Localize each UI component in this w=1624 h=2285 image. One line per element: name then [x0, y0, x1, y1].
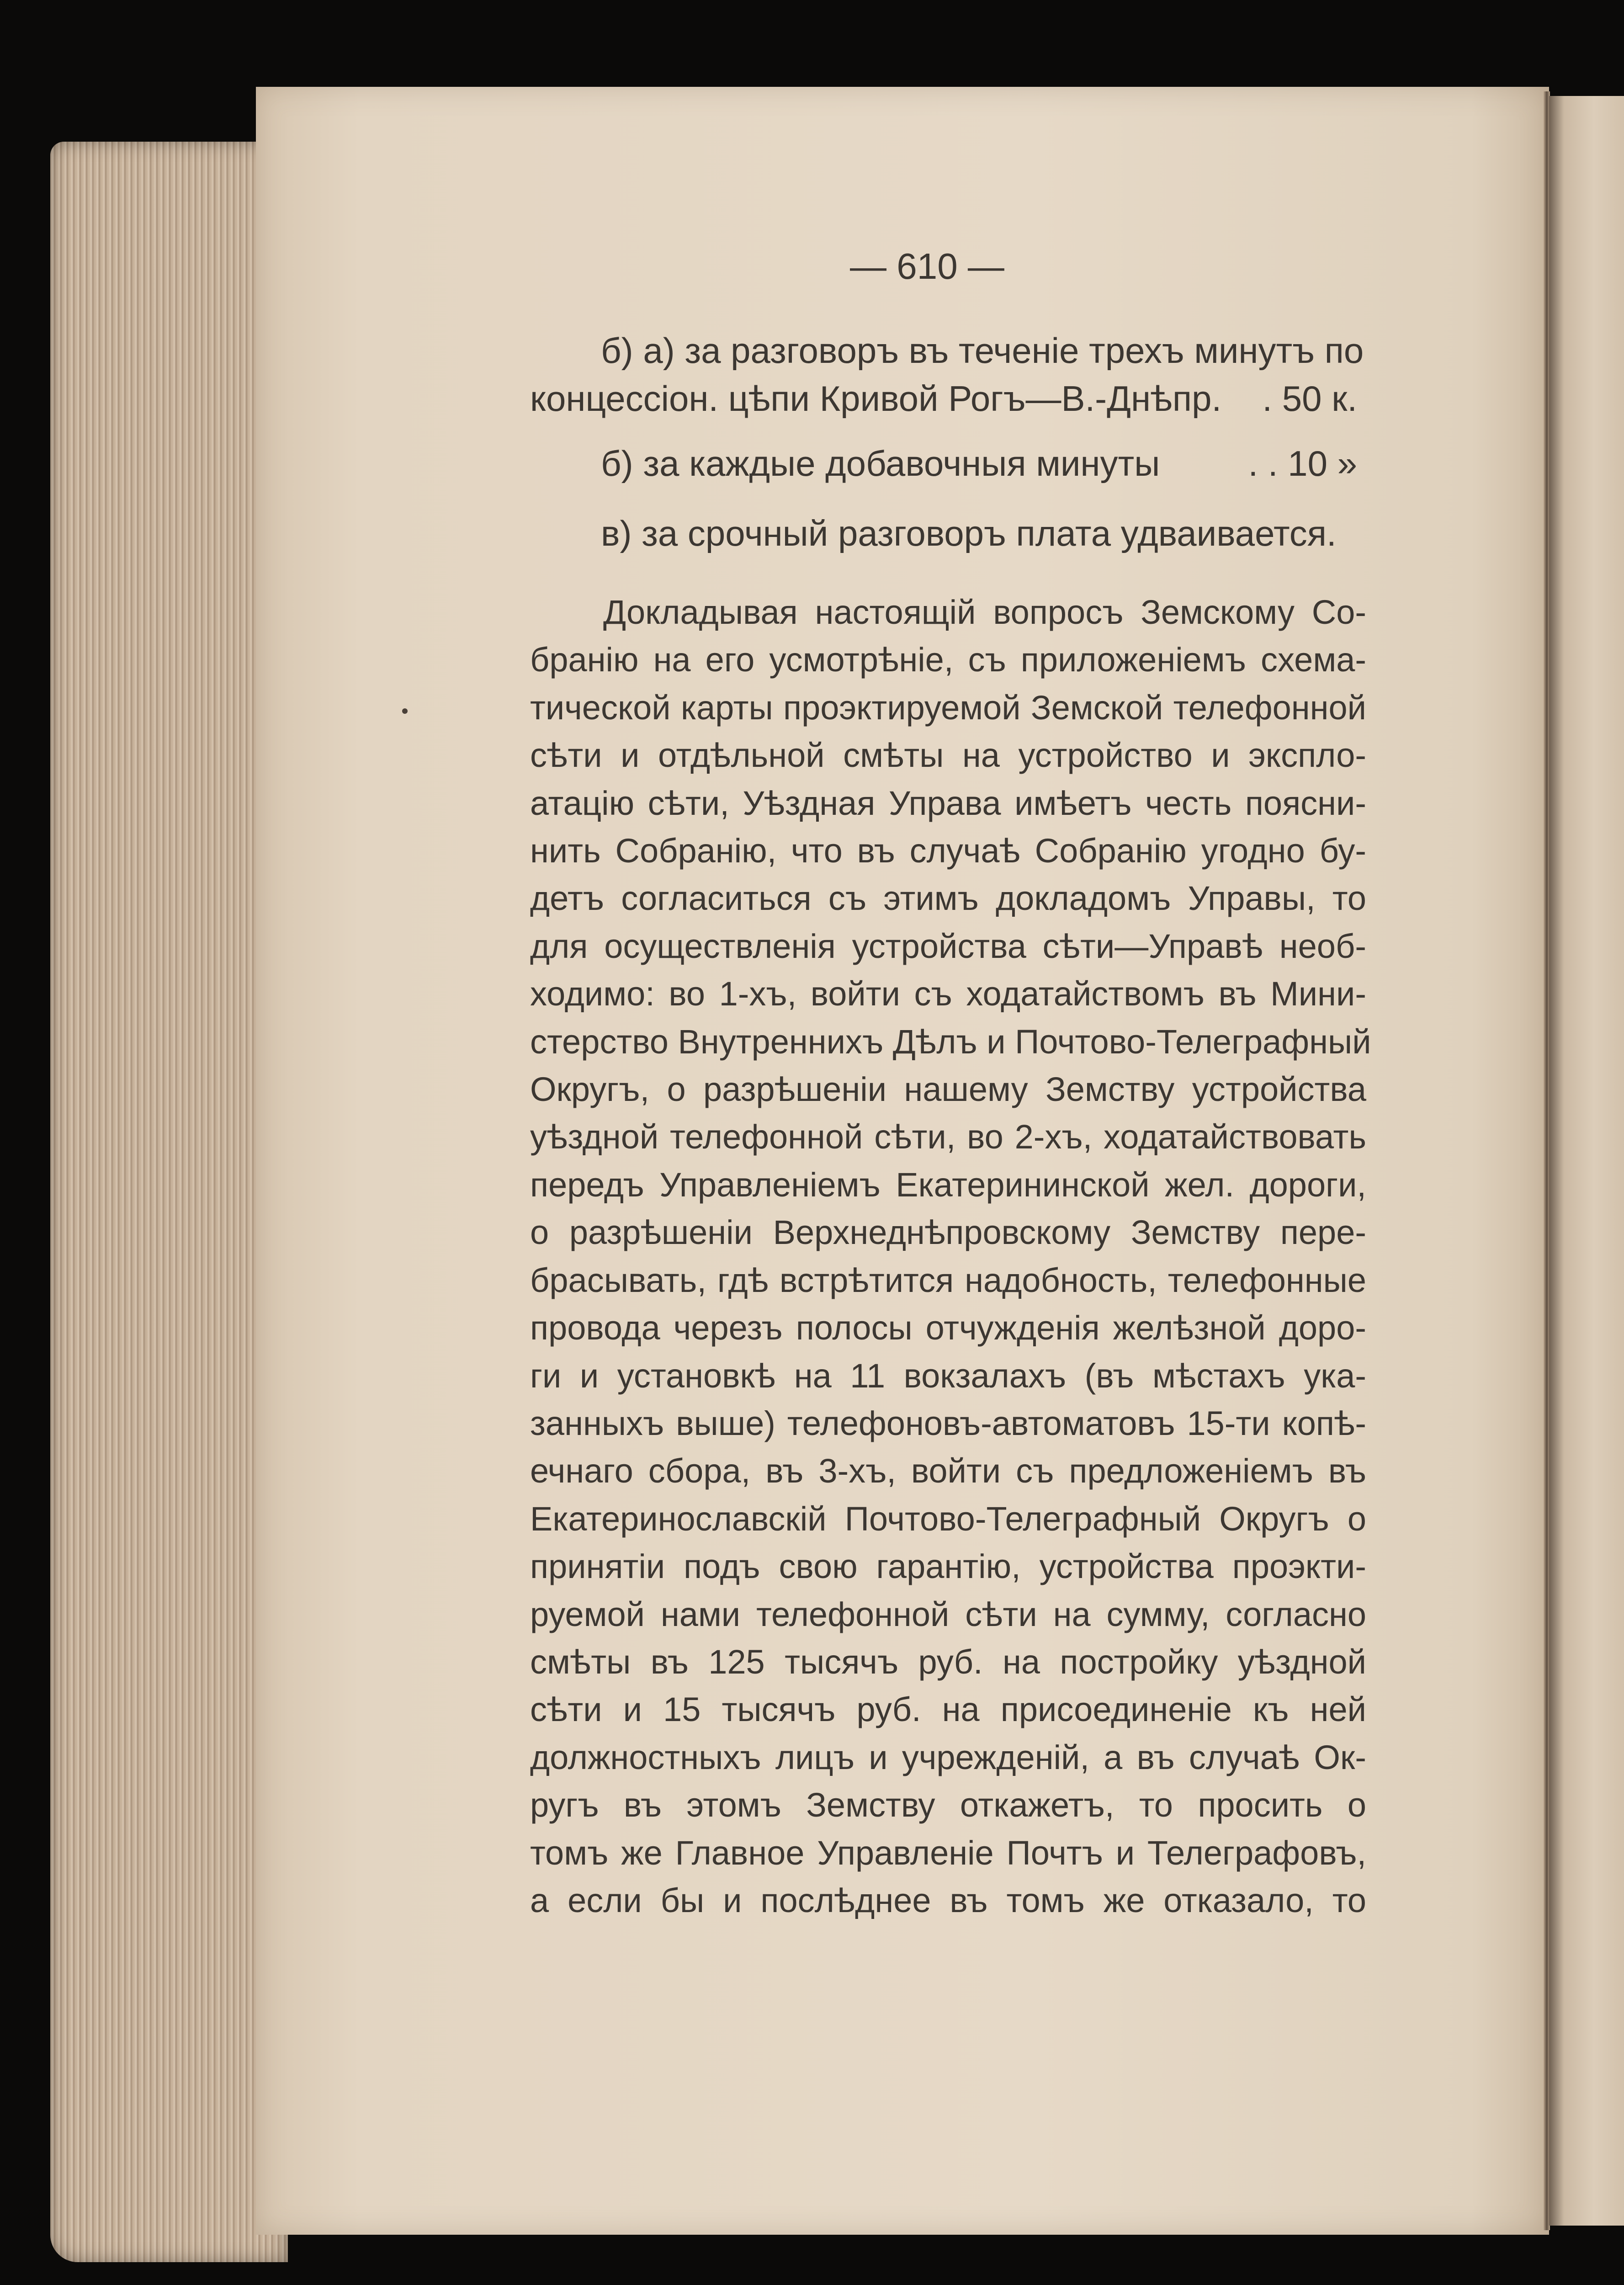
tariff-item-v: в) за срочный разговоръ плата удваивается.: [601, 513, 1337, 553]
paragraph-line: тической карты проэктируемой Земской телефонной: [530, 688, 1366, 727]
paragraph-line: принятіи подъ свою гарантію, устройства проэкти-: [530, 1547, 1366, 1586]
tariff-item-b2-price: . . 10 »: [1248, 443, 1357, 484]
book-page-edges: [50, 142, 288, 2262]
paragraph-line: сѣти и отдѣльной смѣты на устройство и экспло-: [530, 736, 1366, 775]
paragraph-line: занныхъ выше) телефоновъ-автоматовъ 15-ти копѣ-: [530, 1404, 1366, 1442]
paragraph-line: должностныхъ лицъ и учрежденій, а въ случаѣ Ок-: [530, 1738, 1366, 1776]
ink-spot: [402, 708, 408, 714]
paragraph-line: томъ же Главное Управленіе Почтъ и Телеграфовъ,: [530, 1833, 1366, 1872]
main-paragraph: [530, 589, 1371, 1924]
paragraph-line: Екатеринославскій Почтово-Телеграфный Округъ о: [530, 1499, 1366, 1538]
paragraph-line: смѣты въ 125 тысячъ руб. на постройку уѣздной: [530, 1642, 1366, 1681]
paragraph-line: для осуществленія устройства сѣти—Управѣ необ-: [530, 927, 1366, 965]
tariff-item-b-line2-text: концессіон. цѣпи Кривой Рогъ—В.-Днѣпр.: [530, 378, 1222, 419]
paragraph-line: руемой нами телефонной сѣти на сумму, согласно: [530, 1595, 1366, 1633]
paragraph-line: провода черезъ полосы отчужденія желѣзной доро-: [530, 1309, 1366, 1347]
paragraph-line: передъ Управленіемъ Екатерининской жел. дороги,: [530, 1165, 1366, 1204]
tariff-item-b-intro: б) а) за разговоръ въ теченіе трехъ минутъ по: [601, 330, 1364, 371]
paragraph-line: о разрѣшеніи Верхнеднѣпровскому Земству пере-: [530, 1213, 1366, 1252]
paragraph-line: бранію на его усмотрѣніе, съ приложеніемъ схема-: [530, 641, 1366, 679]
adjacent-page: [1549, 96, 1624, 2226]
page-number: — 610 —: [850, 246, 1004, 287]
paragraph-line: детъ согласиться съ этимъ докладомъ Управы, то: [530, 879, 1366, 918]
paragraph-line: стерство Внутреннихъ Дѣлъ и Почтово-Телеграфный: [530, 1022, 1371, 1061]
paragraph-line: уѣздной телефонной сѣти, во 2-хъ, ходатайствовать: [530, 1118, 1366, 1156]
paragraph-line: ечнаго сбора, въ 3-хъ, войти съ предложеніемъ въ: [530, 1452, 1366, 1490]
paragraph-line: ги и установкѣ на 11 вокзалахъ (въ мѣстахъ ука-: [530, 1356, 1366, 1395]
paragraph-line: Докладывая настоящій вопросъ Земскому Со-: [603, 593, 1366, 631]
paragraph-line: сѣти и 15 тысячъ руб. на присоединеніе къ ней: [530, 1690, 1366, 1729]
paragraph-line: а если бы и послѣднее въ томъ же отказало, то: [530, 1881, 1366, 1919]
paragraph-line: нить Собранію, что въ случаѣ Собранію угодно бу-: [530, 832, 1366, 870]
tariff-item-b-line2: [530, 375, 1357, 423]
paragraph-line: атацію сѣти, Уѣздная Управа имѣетъ честь поясни-: [530, 784, 1366, 822]
tariff-item-b2-text: б) за каждые добавочныя минуты: [601, 443, 1160, 484]
tariff-item-b-line2-price: . 50 к.: [1262, 378, 1357, 419]
paragraph-line: Округъ, о разрѣшеніи нашему Земству устройства: [530, 1070, 1366, 1109]
paragraph-line: брасывать, гдѣ встрѣтится надобность, телефонные: [530, 1261, 1366, 1299]
tariff-item-b2: [601, 440, 1357, 488]
paragraph-line: ходимо: во 1-хъ, войти съ ходатайствомъ въ Мини-: [530, 975, 1366, 1013]
paragraph-line: ругъ въ этомъ Земству откажетъ, то просить о: [530, 1786, 1366, 1824]
